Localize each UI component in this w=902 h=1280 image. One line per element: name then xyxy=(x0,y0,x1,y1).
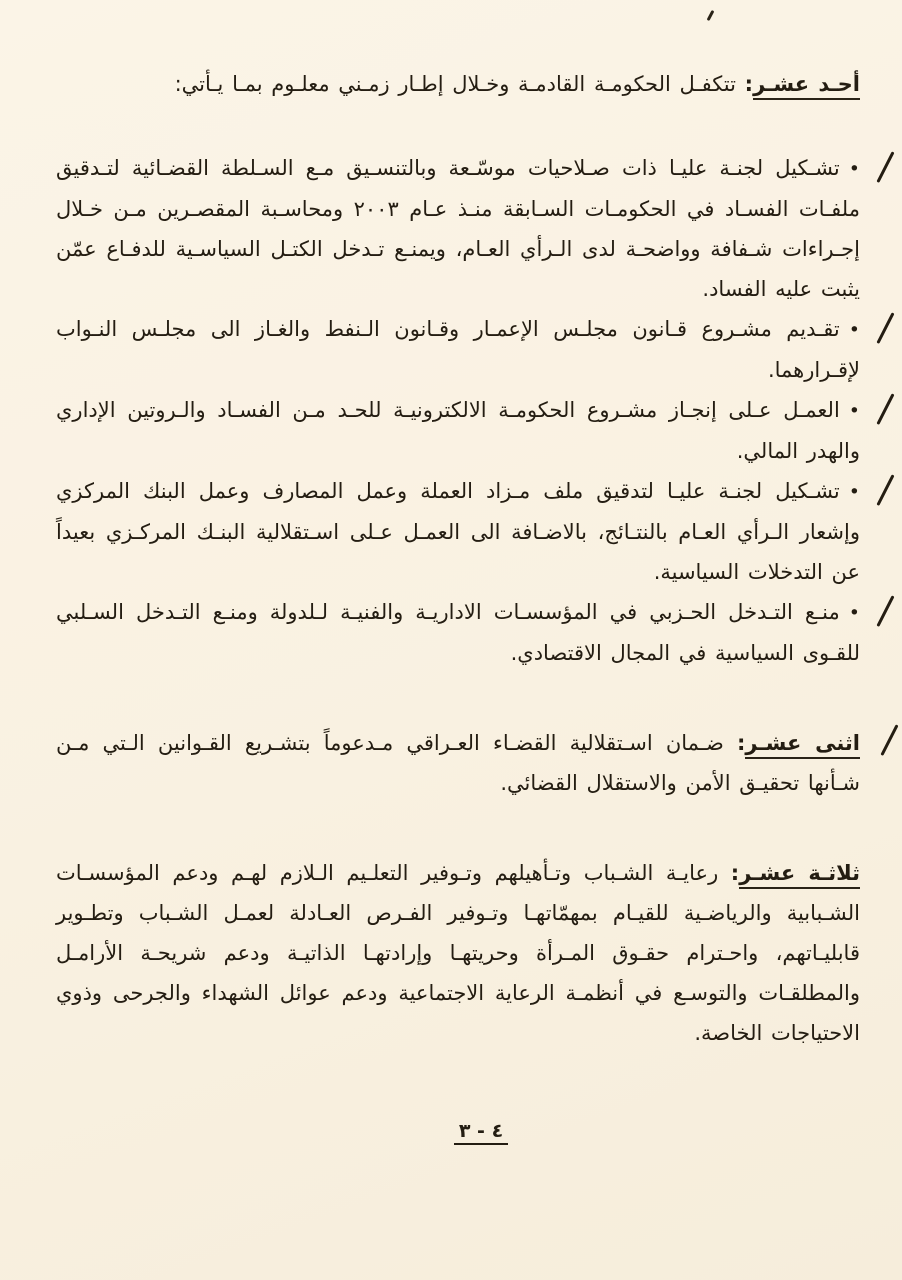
bullet-icon: • xyxy=(848,400,860,422)
clause-list xyxy=(56,148,860,673)
section-thirteen-text: رعايـة الشـباب وتـأهيلهم وتـوفير التعلـيم الـلازم لهـم ودعم المؤسسـات الشـبابية والرياضـية للقيـام بمهمّاتهـا وتـوفير الفـرص العـادلة لعمـل الشـباب وتطـوير قابليـاتهم، واحـترام حقـوق المـرأة وحريتهـا وإرادتهـا الذاتيـة ودعم شريحـة الأرامـل والمطلقـات والتوسـع في أنظمـة الرعاية الاجتماعية ودعم عوائل الشهداء والجرحى وذوي الاحتياجات الخاصة. xyxy=(56,861,860,1045)
clause-text: تشـكيل لجنـة عليـا لتدقيق ملف مـزاد العملة وعمل المصارف وعمل البنك المركزي وإشعار الـرأي العـام بالنتـائج، بالاضـافة الى العمـل عـلى اسـتقلالية البنـك المركـزي بعيداً عن التدخلات السياسية. xyxy=(56,479,860,584)
section-thirteen-paragraph xyxy=(56,853,860,1053)
clause-text: منـع التـدخل الحـزبي في المؤسسـات الاداريـة والفنيـة لـلدولة ومنـع التـدخل السـلبي للقـوى السياسية في المجال الاقتصادي. xyxy=(56,600,860,665)
section-twelve-heading: اثنى عشـر xyxy=(745,731,860,759)
clause-text: العمـل عـلى إنجـاز مشـروع الحكومـة الالكترونيـة للحـد مـن الفسـاد والـروتين الإداري والهدر المالي. xyxy=(56,398,860,463)
pen-stroke-icon xyxy=(707,10,715,21)
page-footer xyxy=(0,1120,902,1145)
list-item xyxy=(56,390,860,471)
tick-mark-icon xyxy=(876,474,894,505)
tick-mark-icon xyxy=(876,595,894,626)
section-twelve-text: ضـمان اسـتقلالية القضـاء العـراقي مـدعوماً بتشـريع القـوانين الـتي مـن شـأنها تحقيـق الأمن والاستقلال القضائي. xyxy=(56,731,860,795)
document-content xyxy=(56,64,860,1103)
clause-text: تقـديم مشـروع قـانون مجلـس الإعمـار وقـانون الـنفط والغـاز الى مجلـس النـواب لإقـرارهما. xyxy=(56,317,860,382)
list-item xyxy=(56,471,860,592)
list-item xyxy=(56,309,860,390)
section-thirteen xyxy=(56,853,860,1053)
tick-mark-icon xyxy=(876,312,894,343)
bullet-icon: • xyxy=(848,158,860,180)
heading-colon: : xyxy=(736,731,746,755)
bullet-icon: • xyxy=(848,481,860,503)
tick-mark-icon xyxy=(880,724,898,755)
tick-mark-icon xyxy=(876,151,894,182)
heading-colon: : xyxy=(730,861,740,885)
section-eleven-intro-text: تتكفـل الحكومـة القادمـة وخـلال إطـار زمـني معلـوم بمـا يـأتي: xyxy=(174,72,736,96)
section-eleven-intro xyxy=(56,64,860,104)
page-number: ٤ - ٣ xyxy=(454,1120,508,1145)
tick-mark-icon xyxy=(876,393,894,424)
heading-colon: : xyxy=(744,72,754,96)
section-twelve xyxy=(56,723,860,803)
section-thirteen-heading: ثلاثـة عشـر xyxy=(739,861,860,889)
section-eleven xyxy=(56,64,860,673)
bullet-icon: • xyxy=(848,602,860,624)
section-twelve-paragraph xyxy=(56,723,860,803)
bullet-icon: • xyxy=(848,319,860,341)
list-item xyxy=(56,148,860,309)
section-eleven-heading: أحـد عشـر xyxy=(753,72,860,100)
clause-text: تشـكيل لجنـة عليـا ذات صـلاحيات موسّـعة وبالتنسـيق مـع السـلطة القضـائية لتـدقيق ملفـات الفسـاد في الحكومـات السـابقة منـذ عـام ٢٠٠٣ ومحاسـبة المقصـرين مـن خـلال إجـراءات شـفافة وواضحـة لدى الـرأي العـام، ويمنـع تـدخل الكتـل السياسـية للدفـاع عمّن يثبت عليه الفساد. xyxy=(56,156,860,301)
list-item xyxy=(56,592,860,673)
